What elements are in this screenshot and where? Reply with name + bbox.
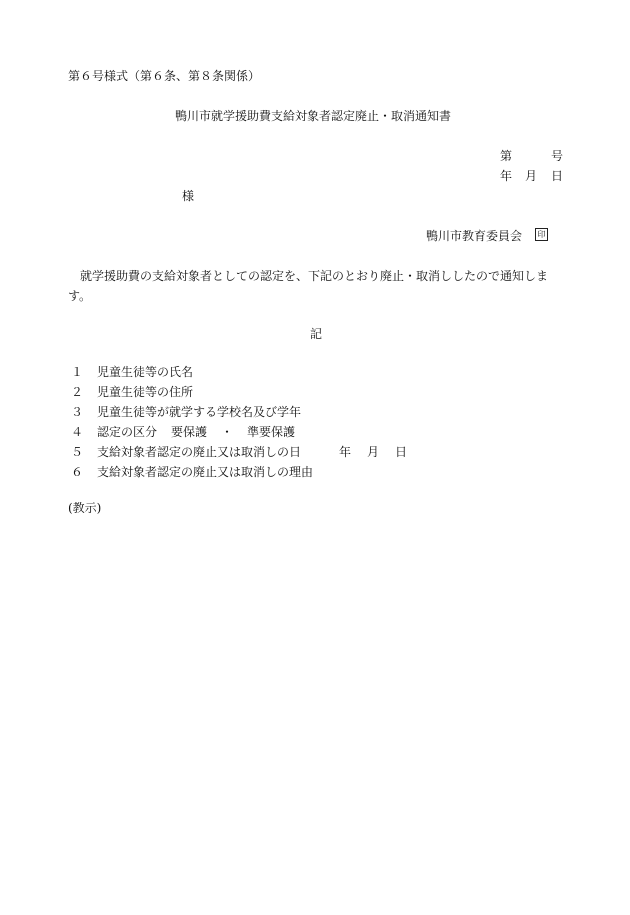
item-label: 児童生徒等の氏名 xyxy=(97,365,194,379)
document-number-suffix: 号 xyxy=(551,149,564,163)
revocation-date-year: 年 xyxy=(339,445,352,459)
issue-date-day: 日 xyxy=(551,169,564,183)
revocation-date-day: 日 xyxy=(395,445,408,459)
document-number-prefix: 第 xyxy=(500,149,513,163)
list-item xyxy=(71,382,193,402)
issue-date-year: 年 xyxy=(500,169,513,183)
list-item xyxy=(71,462,313,482)
list-item xyxy=(71,362,193,382)
item-number: ５ xyxy=(71,445,84,459)
seal-stamp: 印 xyxy=(535,228,548,241)
document-title: 鴨川市就学援助費支給対象者認定廃止・取消通知書 xyxy=(175,109,452,123)
list-item xyxy=(71,442,407,462)
instruction-heading: (教示) xyxy=(68,501,102,515)
issuer-name: 鴨川市教育委員会 xyxy=(426,229,523,243)
item-label: 支給対象者認定の廃止又は取消しの理由 xyxy=(97,465,314,479)
notification-body: 就学援助費の支給対象者としての認定を、下記のとおり廃止・取消ししたので通知します。 xyxy=(68,269,549,303)
ki-heading: 記 xyxy=(310,327,323,341)
list-item xyxy=(71,422,295,442)
issue-date-month: 月 xyxy=(525,169,538,183)
item-label: 支給対象者認定の廃止又は取消しの日 xyxy=(97,445,302,459)
list-item xyxy=(71,402,301,422)
item-number: ２ xyxy=(71,385,84,399)
item-number: ４ xyxy=(71,425,84,439)
item-number: ６ xyxy=(71,465,84,479)
recipient-honorific: 様 xyxy=(182,189,195,203)
form-number: 第６号様式（第６条、第８条関係） xyxy=(68,69,261,83)
item-number: ３ xyxy=(71,405,84,419)
item-label: 児童生徒等が就学する学校名及び学年 xyxy=(97,405,302,419)
option-separator: ・ xyxy=(221,425,234,439)
item-number: １ xyxy=(71,365,84,379)
item-label: 児童生徒等の住所 xyxy=(97,385,194,399)
item-label: 認定の区分 xyxy=(97,425,158,439)
option-junyohogo: 準要保護 xyxy=(247,425,296,439)
option-yohogo: 要保護 xyxy=(171,425,208,439)
revocation-date-month: 月 xyxy=(367,445,380,459)
